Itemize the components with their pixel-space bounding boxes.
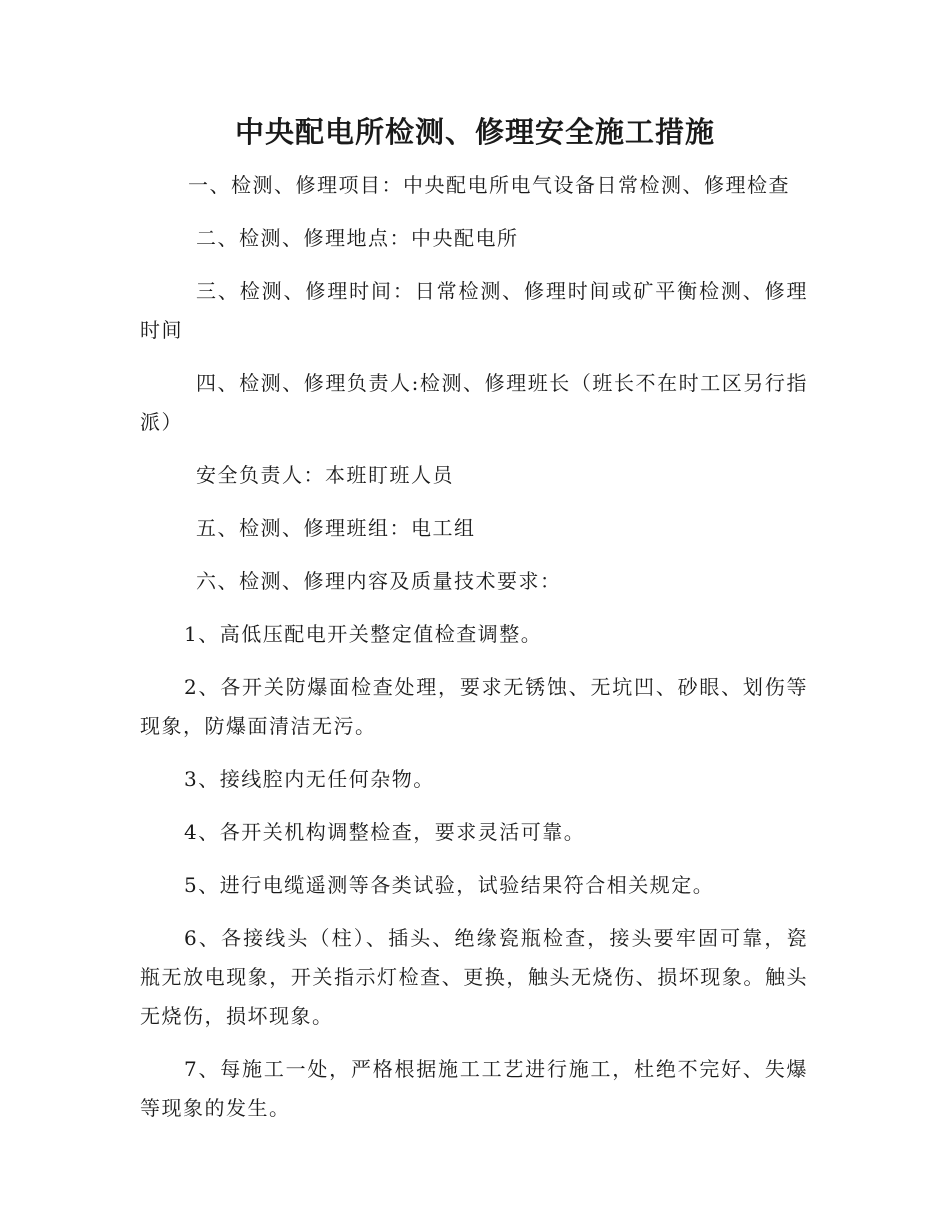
paragraph-location: 二、检测、修理地点：中央配电所: [196, 226, 519, 250]
paragraph-time: 三、检测、修理时间：日常检测、修理时间或矿平衡检测、修理时间: [140, 279, 808, 342]
list-item: 5、进行电缆遥测等各类试验，试验结果符合相关规定。: [184, 873, 715, 897]
list-item: 3、接线腔内无任何杂物。: [184, 767, 435, 791]
paragraph-safety-responsible: 安全负责人：本班盯班人员: [196, 463, 454, 487]
paragraph-requirements-heading: 六、检测、修理内容及质量技术要求：: [196, 569, 562, 593]
paragraph-project: 一、检测、修理项目：中央配电所电气设备日常检测、修理检查: [188, 173, 790, 197]
list-item: 7、每施工一处，严格根据施工工艺进行施工，杜绝不完好、失爆等现象的发生。: [140, 1057, 808, 1120]
document-title: 中央配电所检测、修理安全施工措施: [234, 115, 715, 149]
list-item: 2、各开关防爆面检查处理，要求无锈蚀、无坑凹、砂眼、划伤等现象，防爆面清洁无污。: [140, 675, 808, 738]
document-body: [140, 166, 808, 1142]
paragraph-team: 五、检测、修理班组：电工组: [196, 516, 476, 540]
list-item: 6、各接线头（柱）、插头、绝缘瓷瓶检查，接头要牢固可靠，瓷瓶无放电现象，开关指示灯检查、更换，触头无烧伤、损坏现象。触头无烧伤，损坏现象。: [140, 926, 808, 1028]
list-item: 4、各开关机构调整检查，要求灵活可靠。: [184, 820, 586, 844]
paragraph-responsible: 四、检测、修理负责人:检测、修理班长（班长不在时工区另行指派）: [140, 371, 808, 434]
list-item: 1、高低压配电开关整定值检查调整。: [184, 622, 543, 646]
